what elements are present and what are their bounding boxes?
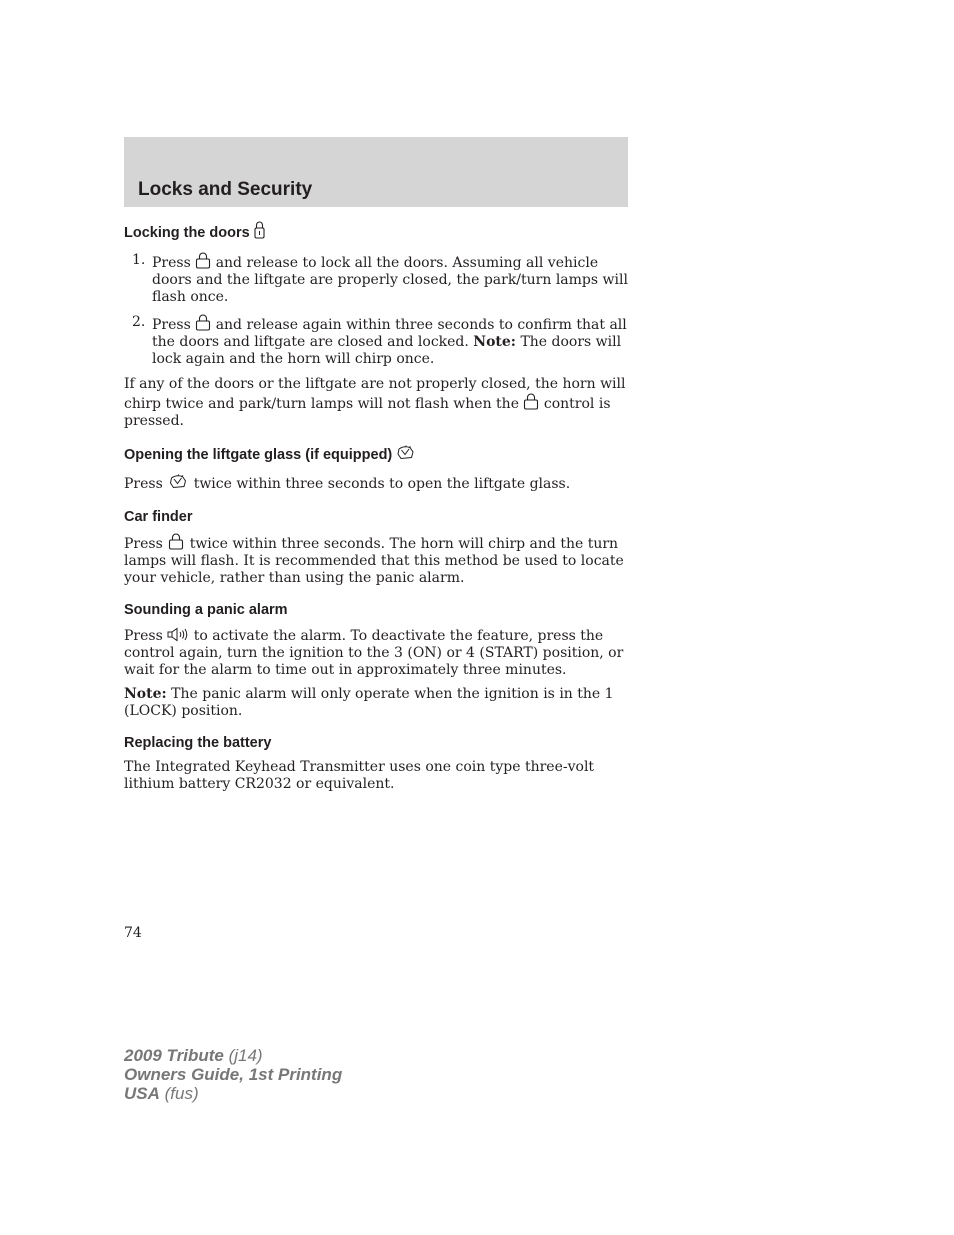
heading-locking-doors: Locking the doors	[124, 220, 628, 242]
panic-alarm-icon	[167, 627, 189, 642]
panic-paragraph: Press to activate the alarm. To deactivate the feature, press the control again, turn the ignition to the 3 (ON) or 4 (START) position, or wait for the alarm to time out in approximately three minutes.	[124, 628, 624, 678]
heading-liftgate-glass: Opening the liftgate glass (if equipped)	[124, 445, 628, 464]
heading-replacing-battery: Replacing the battery	[124, 735, 272, 751]
list-item: 1. Press and release to lock all the doors. Assuming all vehicle doors and the liftgate are properly closed, the park/turn lamps will flash once.	[132, 252, 628, 305]
page-content	[124, 220, 628, 793]
footer	[124, 1046, 342, 1103]
locking-paragraph: If any of the doors or the liftgate are not properly closed, the horn will chirp twice and park/turn lamps will not flash when the control is pressed.	[124, 376, 626, 429]
battery-paragraph: The Integrated Keyhead Transmitter uses one coin type three-volt lithium battery CR2032 or equivalent.	[124, 759, 595, 792]
footer-line-3: USA (fus)	[124, 1084, 199, 1103]
list-item: 2. Press and release again within three seconds to confirm that all the doors and liftgate are closed and locked. Note: The doors will lock again and the horn will chirp once.	[132, 314, 627, 367]
page-number: 74	[124, 925, 142, 941]
liftgate-glass-icon	[396, 445, 415, 461]
lock-icon	[523, 393, 539, 410]
car-finder-paragraph: Press twice within three seconds. The horn will chirp and the turn lamps will flash. It is recommended that this method be used to locate your vehicle, rather than using the panic alarm.	[124, 533, 628, 587]
lock-icon	[254, 220, 265, 239]
lock-icon	[195, 252, 211, 269]
footer-line-2: Owners Guide, 1st Printing	[124, 1065, 343, 1084]
lock-icon	[167, 533, 185, 550]
section-header-band	[124, 137, 628, 207]
liftgate-glass-icon	[167, 474, 189, 490]
footer-line-1: 2009 Tribute (j14)	[124, 1046, 263, 1065]
heading-panic-alarm: Sounding a panic alarm	[124, 602, 288, 618]
liftgate-paragraph: Press twice within three seconds to open the liftgate glass.	[124, 476, 571, 492]
lock-icon	[195, 314, 211, 331]
section-title: Locks and Security	[138, 179, 313, 200]
panic-note: Note: The panic alarm will only operate when the ignition is in the 1 (LOCK) position.	[124, 686, 614, 719]
heading-car-finder: Car finder	[124, 509, 193, 525]
